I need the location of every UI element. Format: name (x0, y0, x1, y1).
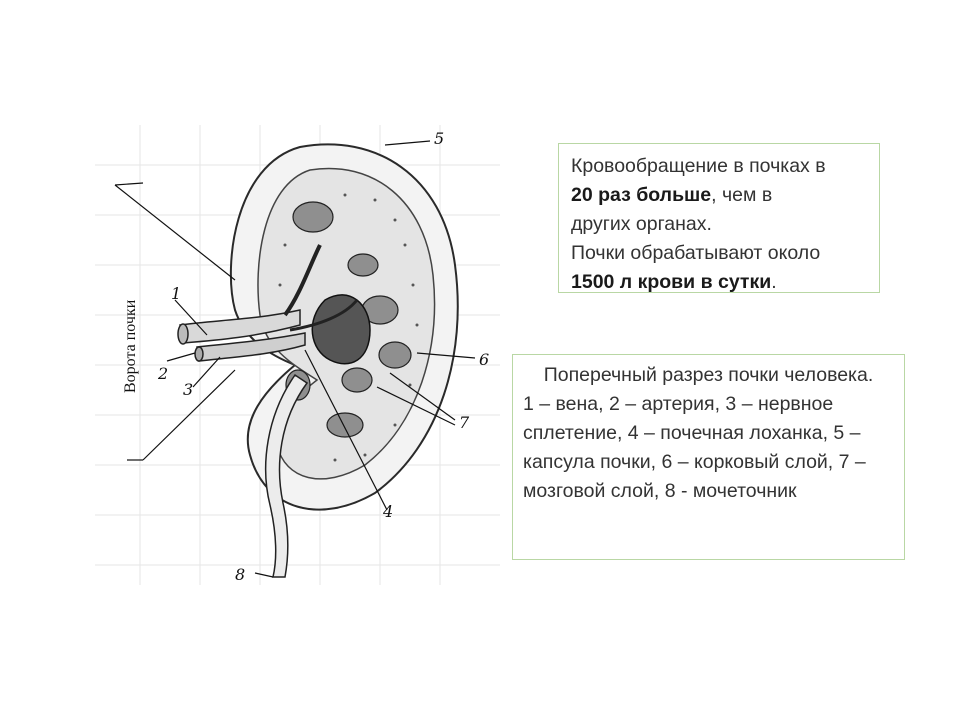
callout-1: 1 (171, 284, 182, 303)
renal-hilum-label: Ворота почки (122, 299, 139, 393)
note-emphasis-1: 20 раз больше (571, 184, 712, 206)
renal-pelvis (312, 295, 370, 364)
callout-7: 7 (459, 413, 470, 432)
note-line-5 (571, 268, 869, 297)
callout-4: 4 (383, 502, 394, 521)
legend-title: Поперечный разрез почки человека. (543, 364, 874, 386)
legend-body: 1 – вена, 2 – артерия, 3 – нервное сплетение, 4 – почечная лоханка, 5 – капсула почки, 6 – корковый слой, 7 – мозговой слой, 8 - мочеточник (523, 393, 866, 502)
callout-3: 3 (183, 380, 194, 399)
note-line-2 (571, 181, 869, 210)
note-line-3: других органах. (571, 213, 712, 235)
note-line-1: Кровообращение в почках в (571, 155, 826, 177)
figure-legend (512, 354, 905, 560)
blood-flow-note (558, 143, 880, 293)
note-line-5-rest: . (771, 271, 777, 293)
note-emphasis-2: 1500 л крови в сутки (571, 271, 772, 293)
callout-6: 6 (479, 350, 490, 369)
note-line-2-rest: , чем в (711, 184, 773, 206)
callout-8: 8 (235, 565, 246, 584)
callout-2: 2 (158, 364, 169, 383)
callout-5: 5 (434, 129, 445, 148)
kidney-cross-section-figure (95, 125, 500, 585)
note-line-4: Почки обрабатывают около (571, 242, 821, 264)
kidney-drawing (95, 125, 500, 585)
